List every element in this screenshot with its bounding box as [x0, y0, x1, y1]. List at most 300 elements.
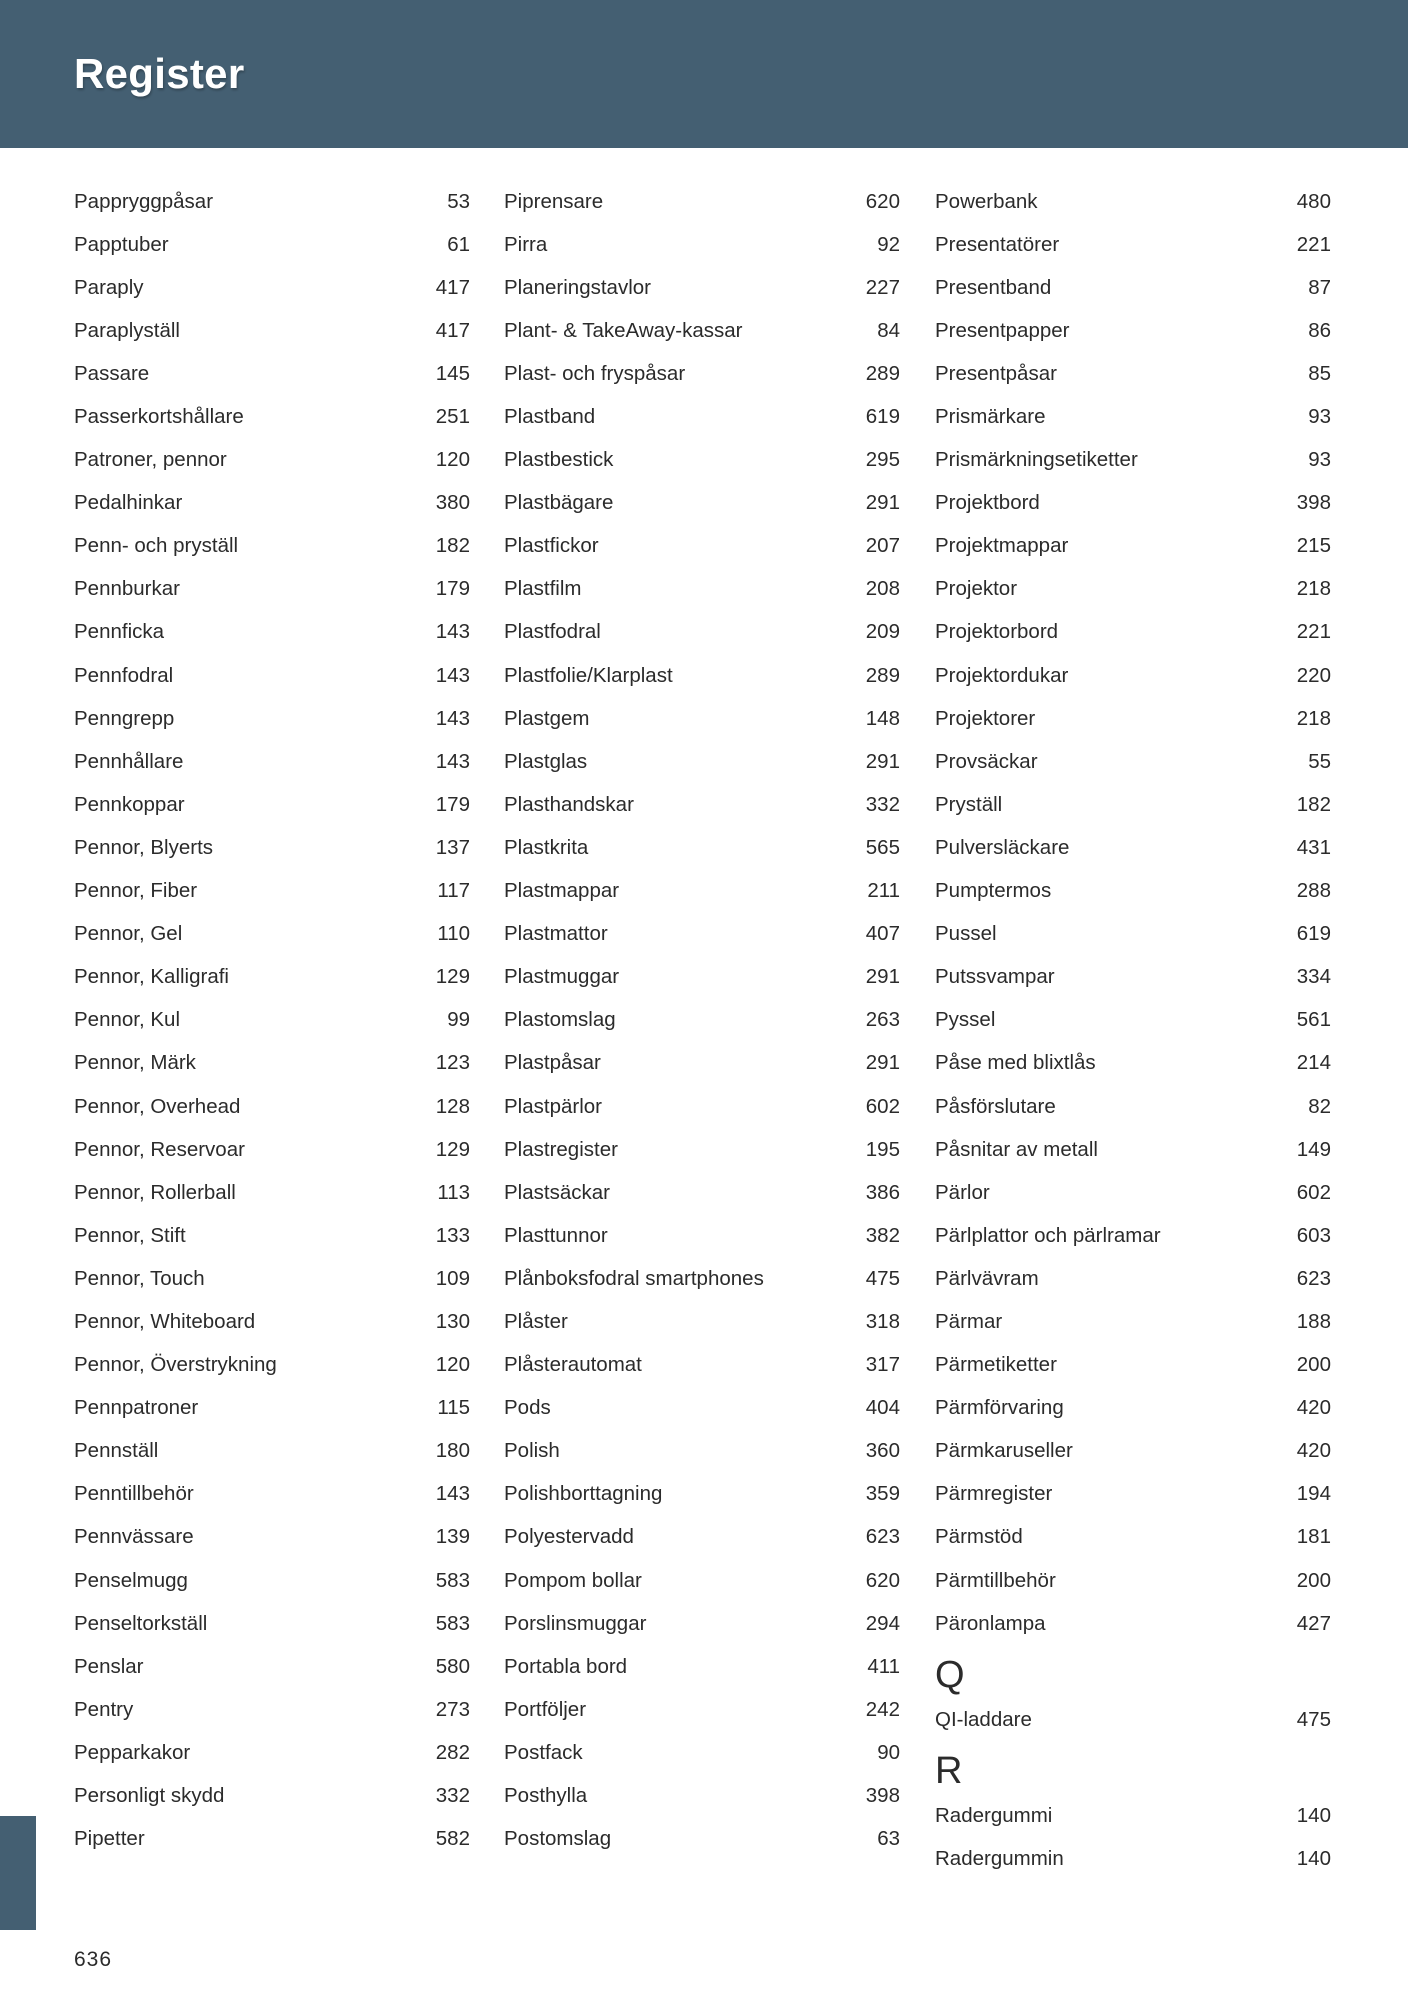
index-entry [504, 309, 900, 352]
index-entry [74, 956, 470, 999]
index-page-number: 603 [1296, 1223, 1331, 1247]
index-page-number: 85 [1308, 361, 1331, 385]
index-page-number: 359 [865, 1482, 900, 1506]
index-term: Plastmattor [504, 922, 608, 946]
index-page-number: 93 [1308, 448, 1331, 472]
index-page-number: 404 [865, 1396, 900, 1420]
section-letter-q: Q [935, 1654, 965, 1697]
index-page-number: 120 [435, 1353, 470, 1377]
index-page-number: 109 [435, 1266, 470, 1290]
index-term: Posthylla [504, 1784, 588, 1808]
index-page-number: 411 [867, 1654, 900, 1678]
index-page-number: 143 [435, 706, 470, 730]
index-entry [935, 1698, 1331, 1741]
index-term: Pulversläckare [935, 835, 1070, 859]
index-page-number: 143 [435, 749, 470, 773]
index-page-number: 561 [1296, 1008, 1331, 1032]
index-term: Plastpåsar [504, 1051, 601, 1075]
index-page-number: 209 [865, 620, 900, 644]
index-term: Pennor, Whiteboard [74, 1309, 256, 1333]
index-entry [74, 1688, 470, 1731]
index-page-number: 128 [435, 1094, 470, 1118]
index-entry [504, 999, 900, 1042]
index-entry [504, 1085, 900, 1128]
index-entry [935, 1473, 1331, 1516]
index-term: Pennhållare [74, 749, 184, 773]
section-letter-r: R [935, 1750, 963, 1793]
index-entry [504, 697, 900, 740]
index-page-number: 583 [435, 1568, 470, 1592]
index-page-number: 179 [435, 577, 470, 601]
index-term: Presentband [935, 275, 1052, 299]
index-entry [935, 654, 1331, 697]
index-page-number: 123 [435, 1051, 470, 1075]
index-page-number: 318 [865, 1309, 900, 1333]
index-entry [74, 223, 470, 266]
index-entry [74, 1300, 470, 1343]
index-page-number: 90 [877, 1740, 900, 1764]
index-term: Papptuber [74, 232, 169, 256]
index-page-number: 620 [865, 1568, 900, 1592]
index-term: Portföljer [504, 1697, 587, 1721]
index-entry [935, 525, 1331, 568]
index-page-number: 218 [1296, 577, 1331, 601]
index-page-number: 289 [865, 361, 900, 385]
index-page-number: 143 [435, 620, 470, 644]
index-term: Pennpatroner [74, 1396, 199, 1420]
index-entry [74, 395, 470, 438]
index-section-r [935, 1794, 1331, 1880]
index-page-number: 282 [435, 1740, 470, 1764]
index-entry [504, 611, 900, 654]
index-entry [935, 309, 1331, 352]
index-term: Pods [504, 1396, 551, 1420]
index-term: Planeringstavlor [504, 275, 651, 299]
index-page-number: 295 [865, 448, 900, 472]
index-term: Passare [74, 361, 150, 385]
index-entry [935, 223, 1331, 266]
index-page-number: 382 [865, 1223, 900, 1247]
index-entry [74, 309, 470, 352]
index-entry [74, 1171, 470, 1214]
index-term: Pennställ [74, 1439, 159, 1463]
index-page-number: 137 [435, 835, 470, 859]
index-entry [74, 1085, 470, 1128]
index-term: Plastbägare [504, 491, 614, 515]
index-page-number: 289 [865, 663, 900, 687]
index-term: Postomslag [504, 1827, 612, 1851]
index-entry [935, 266, 1331, 309]
index-page-number: 182 [435, 534, 470, 558]
index-page-number: 291 [865, 965, 900, 989]
index-term: Projektorer [935, 706, 1036, 730]
index-page-number: 619 [1296, 922, 1331, 946]
index-term: Pärlplattor och pärlramar [935, 1223, 1161, 1247]
index-term: Polyestervadd [504, 1525, 634, 1549]
index-entry [504, 568, 900, 611]
index-entry [935, 568, 1331, 611]
index-page-number: 251 [435, 405, 470, 429]
index-term: Pennor, Rollerball [74, 1180, 236, 1204]
index-term: Plastband [504, 405, 596, 429]
index-term: Plant- & TakeAway-kassar [504, 318, 743, 342]
index-term: Plastfodral [504, 620, 601, 644]
index-page-number: 431 [1296, 835, 1331, 859]
index-page-number: 195 [865, 1137, 900, 1161]
index-entry [504, 1171, 900, 1214]
index-entry [74, 482, 470, 525]
index-page-number: 602 [1296, 1180, 1331, 1204]
index-term: Pennor, Kalligrafi [74, 965, 229, 989]
index-term: Projektorbord [935, 620, 1059, 644]
index-page-number: 221 [1296, 232, 1331, 256]
index-entry [504, 266, 900, 309]
index-page-number: 140 [1296, 1846, 1331, 1870]
index-page-number: 143 [435, 663, 470, 687]
index-term: Presentpapper [935, 318, 1070, 342]
index-entry [74, 1645, 470, 1688]
index-page-number: 207 [865, 534, 900, 558]
index-entry [74, 1774, 470, 1817]
index-term: Projektor [935, 577, 1018, 601]
index-page-number: 580 [435, 1654, 470, 1678]
index-page-number: 623 [1296, 1266, 1331, 1290]
index-page-number: 317 [865, 1353, 900, 1377]
index-term: Pennor, Touch [74, 1266, 205, 1290]
index-entry [74, 611, 470, 654]
index-page-number: 86 [1308, 318, 1331, 342]
index-entry [74, 525, 470, 568]
index-entry [74, 1473, 470, 1516]
index-term: Pärmetiketter [935, 1353, 1057, 1377]
index-term: Porslinsmuggar [504, 1611, 647, 1635]
index-entry [504, 1430, 900, 1473]
index-column-3-p-entries [935, 180, 1331, 1645]
index-term: Radergummin [935, 1846, 1064, 1870]
index-term: Pärlor [935, 1180, 990, 1204]
index-page-number: 263 [865, 1008, 900, 1032]
index-page-number: 420 [1296, 1439, 1331, 1463]
index-page-number: 61 [447, 232, 470, 256]
index-term: Paraplyställ [74, 318, 180, 342]
index-entry [74, 654, 470, 697]
index-entry [74, 1731, 470, 1774]
index-entry [504, 1818, 900, 1861]
index-page-number: 360 [865, 1439, 900, 1463]
index-term: Pärmtillbehör [935, 1568, 1056, 1592]
index-entry [935, 1171, 1331, 1214]
index-entry [74, 1257, 470, 1300]
index-page-number: 214 [1296, 1051, 1331, 1075]
index-entry [74, 913, 470, 956]
index-entry [74, 1214, 470, 1257]
index-page-number: 398 [865, 1784, 900, 1808]
index-term: Personligt skydd [74, 1784, 225, 1808]
index-page-number: 181 [1296, 1525, 1331, 1549]
index-term: Pennor, Fiber [74, 879, 198, 903]
index-page-number: 93 [1308, 405, 1331, 429]
index-term: Pennvässare [74, 1525, 194, 1549]
index-entry [504, 439, 900, 482]
index-page-number: 55 [1308, 749, 1331, 773]
index-page-number: 129 [435, 1137, 470, 1161]
index-entry [504, 1645, 900, 1688]
index-page-number: 417 [435, 275, 470, 299]
index-entry [74, 740, 470, 783]
index-entry [504, 1042, 900, 1085]
index-entry [935, 352, 1331, 395]
index-page-number: 227 [865, 275, 900, 299]
index-entry [504, 1602, 900, 1645]
index-entry [504, 525, 900, 568]
index-page-number: 110 [437, 922, 470, 946]
index-page-number: 623 [865, 1525, 900, 1549]
index-page-number: 407 [865, 922, 900, 946]
index-entry [935, 1837, 1331, 1880]
index-entry [74, 1042, 470, 1085]
index-entry [504, 870, 900, 913]
index-entry [935, 826, 1331, 869]
index-page-number: 294 [865, 1611, 900, 1635]
index-entry [74, 1430, 470, 1473]
index-page-number: 398 [1296, 491, 1331, 515]
index-term: Pennor, Overhead [74, 1094, 241, 1118]
index-page-number: 220 [1296, 663, 1331, 687]
index-entry [504, 1731, 900, 1774]
index-entry [504, 740, 900, 783]
index-entry [935, 1794, 1331, 1837]
index-entry [74, 180, 470, 223]
index-term: Pryställ [935, 792, 1003, 816]
index-page-number: 180 [435, 1439, 470, 1463]
index-page-number: 149 [1296, 1137, 1331, 1161]
index-page-number: 129 [435, 965, 470, 989]
index-entry [504, 1128, 900, 1171]
index-page-number: 130 [435, 1309, 470, 1333]
index-page-number: 117 [437, 879, 470, 903]
index-term: Pärmkaruseller [935, 1439, 1073, 1463]
index-term: Plastbestick [504, 448, 614, 472]
index-term: Plasthandskar [504, 792, 634, 816]
index-entry [935, 1344, 1331, 1387]
index-term: Projektbord [935, 491, 1040, 515]
index-page-number: 200 [1296, 1568, 1331, 1592]
index-entry [504, 783, 900, 826]
index-page-number: 602 [865, 1094, 900, 1118]
index-page-number: 99 [447, 1008, 470, 1032]
index-term: Påsnitar av metall [935, 1137, 1098, 1161]
index-entry [935, 999, 1331, 1042]
index-entry [935, 913, 1331, 956]
index-term: Plastmappar [504, 879, 620, 903]
index-term: Prismärkningsetiketter [935, 448, 1138, 472]
index-term: Påse med blixtlås [935, 1051, 1096, 1075]
index-page-number: 87 [1308, 275, 1331, 299]
index-entry [74, 870, 470, 913]
index-page-number: 242 [865, 1697, 900, 1721]
index-entry [935, 740, 1331, 783]
index-entry [504, 1516, 900, 1559]
index-entry [74, 999, 470, 1042]
index-term: Pärmstöd [935, 1525, 1023, 1549]
index-page-number: 215 [1296, 534, 1331, 558]
index-term: Polishborttagning [504, 1482, 663, 1506]
index-entry [74, 1818, 470, 1861]
index-entry [504, 223, 900, 266]
index-entry [504, 1257, 900, 1300]
index-term: Pärmregister [935, 1482, 1053, 1506]
index-term: Polish [504, 1439, 560, 1463]
index-entry [504, 1300, 900, 1343]
index-page-number: 115 [437, 1396, 470, 1420]
index-term: Penntillbehör [74, 1482, 194, 1506]
index-term: Penseltorkställ [74, 1611, 208, 1635]
index-term: Presentatörer [935, 232, 1060, 256]
index-page-number: 332 [435, 1784, 470, 1808]
index-section-q [935, 1698, 1331, 1741]
index-page-number: 82 [1308, 1094, 1331, 1118]
index-page-number: 417 [435, 318, 470, 342]
index-term: Påsförslutare [935, 1094, 1056, 1118]
index-term: Putssvampar [935, 965, 1055, 989]
index-entry [935, 1602, 1331, 1645]
index-page-number: 200 [1296, 1353, 1331, 1377]
index-column-1 [74, 180, 470, 1861]
index-page-number: 208 [865, 577, 900, 601]
index-page-number: 221 [1296, 620, 1331, 644]
index-entry [504, 654, 900, 697]
index-entry [935, 1257, 1331, 1300]
index-term: Pyssel [935, 1008, 996, 1032]
index-page-number: 273 [435, 1697, 470, 1721]
index-term: Plastpärlor [504, 1094, 602, 1118]
index-page-number: 332 [865, 792, 900, 816]
index-term: Provsäckar [935, 749, 1038, 773]
index-term: Paraply [74, 275, 144, 299]
index-page-number: 291 [865, 491, 900, 515]
index-entry [935, 180, 1331, 223]
index-term: Plåster [504, 1309, 568, 1333]
index-entry [504, 352, 900, 395]
index-term: Pumptermos [935, 879, 1052, 903]
index-page-number: 120 [435, 448, 470, 472]
index-page-number: 84 [877, 318, 900, 342]
index-entry [935, 1387, 1331, 1430]
index-term: Plastsäckar [504, 1180, 610, 1204]
index-page-number: 291 [865, 749, 900, 773]
index-term: Passerkortshållare [74, 405, 244, 429]
index-term: Prismärkare [935, 405, 1046, 429]
index-term: Pentry [74, 1697, 134, 1721]
page-title: Register [74, 50, 245, 97]
index-entry [935, 611, 1331, 654]
index-term: Pennor, Gel [74, 922, 183, 946]
index-entry [74, 1516, 470, 1559]
index-entry [935, 1214, 1331, 1257]
index-term: Powerbank [935, 189, 1038, 213]
index-page-number: 139 [435, 1525, 470, 1549]
index-entry [935, 395, 1331, 438]
index-term: Plast- och fryspåsar [504, 361, 686, 385]
index-term: Pennkoppar [74, 792, 185, 816]
index-entry [504, 1473, 900, 1516]
index-page-number: 565 [865, 835, 900, 859]
index-entry [935, 439, 1331, 482]
index-page-number: 619 [865, 405, 900, 429]
index-entry [935, 1042, 1331, 1085]
index-term: Plastmuggar [504, 965, 620, 989]
index-entry [504, 1344, 900, 1387]
index-term: Plastregister [504, 1137, 618, 1161]
index-entry [74, 826, 470, 869]
index-entry [74, 266, 470, 309]
index-term: Penselmugg [74, 1568, 188, 1592]
index-term: Pennor, Stift [74, 1223, 186, 1247]
index-term: Pennor, Överstrykning [74, 1353, 277, 1377]
index-term: Plastglas [504, 749, 588, 773]
index-entry [74, 1559, 470, 1602]
index-term: Pärlvävram [935, 1266, 1039, 1290]
index-entry [935, 482, 1331, 525]
index-term: Pennfodral [74, 663, 174, 687]
index-term: Pennor, Blyerts [74, 835, 214, 859]
index-term: Pennburkar [74, 577, 180, 601]
index-entry [74, 1387, 470, 1430]
side-tab-marker [0, 1816, 36, 1930]
index-page-number: 380 [435, 491, 470, 515]
index-term: Radergummi [935, 1803, 1053, 1827]
page-header [0, 0, 1408, 148]
index-page-number: 582 [435, 1827, 470, 1851]
index-page-number: 288 [1296, 879, 1331, 903]
index-page-number: 427 [1296, 1611, 1331, 1635]
index-entry [74, 1128, 470, 1171]
index-entry [74, 783, 470, 826]
index-term: Pedalhinkar [74, 491, 183, 515]
index-term: Plastfolie/Klarplast [504, 663, 673, 687]
index-term: Pirra [504, 232, 548, 256]
index-term: Postfack [504, 1740, 583, 1764]
index-entry [74, 1344, 470, 1387]
index-page-number: 475 [865, 1266, 900, 1290]
index-term: Plastomslag [504, 1008, 616, 1032]
index-entry [504, 395, 900, 438]
index-entry [935, 956, 1331, 999]
index-page-number: 188 [1296, 1309, 1331, 1333]
index-term: Penn- och pryställ [74, 534, 239, 558]
index-page-number: 53 [447, 189, 470, 213]
index-entry [74, 697, 470, 740]
index-term: Plastgem [504, 706, 590, 730]
index-page-number: 92 [877, 232, 900, 256]
index-page-number: 334 [1296, 965, 1331, 989]
index-term: Projektordukar [935, 663, 1069, 687]
index-page-number: 140 [1296, 1803, 1331, 1827]
index-entry [74, 568, 470, 611]
index-entry [504, 1559, 900, 1602]
index-term: Pepparkakor [74, 1740, 191, 1764]
index-entry [935, 783, 1331, 826]
index-page-number: 63 [877, 1827, 900, 1851]
index-entry [935, 870, 1331, 913]
index-entry [935, 1128, 1331, 1171]
page-number: 636 [74, 1948, 113, 1971]
index-page-number: 420 [1296, 1396, 1331, 1420]
index-page-number: 386 [865, 1180, 900, 1204]
index-entry [504, 913, 900, 956]
index-term: Plastkrita [504, 835, 589, 859]
index-entry [504, 482, 900, 525]
